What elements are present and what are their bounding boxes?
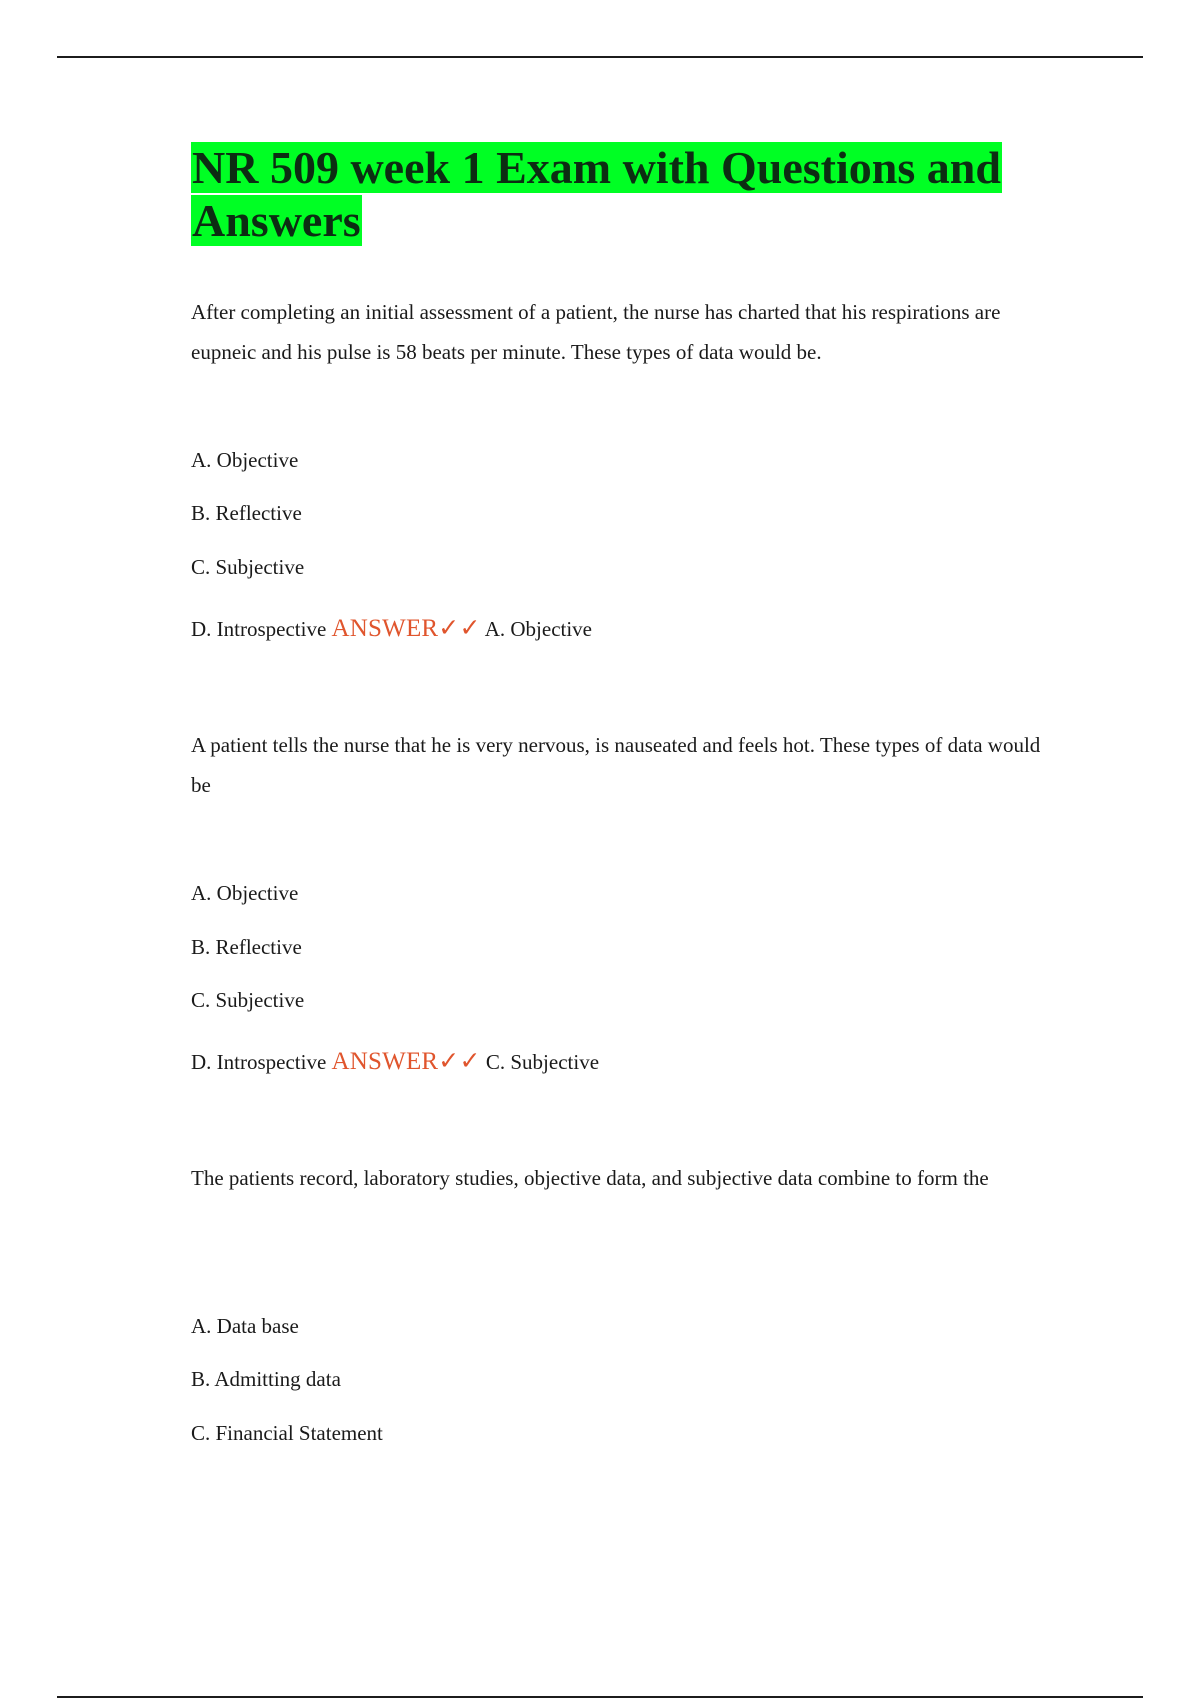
header-rule xyxy=(57,56,1143,58)
question-1-option-c: C. Subjective xyxy=(191,555,305,579)
question-3-option-b: B. Admitting data xyxy=(191,1367,341,1391)
question-2-answer: C. Subjective xyxy=(485,1050,600,1074)
question-1-answer: A. Objective xyxy=(484,617,592,641)
question-2-option-d-line xyxy=(191,1048,599,1076)
question-1-option-d-line xyxy=(191,615,592,643)
title-line-1: NR 509 week 1 Exam with Questions and xyxy=(192,142,1001,193)
question-2-option-c: C. Subjective xyxy=(191,988,305,1012)
question-1-option-a: A. Objective xyxy=(191,448,299,472)
title-line-2: Answers xyxy=(192,195,361,246)
footer-rule xyxy=(57,1696,1143,1698)
question-1-option-b: B. Reflective xyxy=(191,501,302,525)
document-title xyxy=(191,141,1011,247)
question-3-option-c: C. Financial Statement xyxy=(191,1421,383,1445)
question-2-text: A patient tells the nurse that he is very nervous, is nauseated and feels hot. These types of data would be xyxy=(191,733,1041,797)
question-2-option-b: B. Reflective xyxy=(191,935,302,959)
question-1-answer-label: ANSWER✓✓ xyxy=(331,615,481,642)
question-1-option-d: D. Introspective xyxy=(191,617,327,641)
question-2-option-a: A. Objective xyxy=(191,881,299,905)
question-3-text: The patients record, laboratory studies, objective data, and subjective data combine to form the xyxy=(191,1166,989,1190)
question-1-text: After completing an initial assessment of a patient, the nurse has charted that his respirations are eupneic and his pulse is 58 beats per minute. These types of data would be. xyxy=(191,300,1001,364)
question-3-option-a: A. Data base xyxy=(191,1314,299,1338)
question-2-answer-label: ANSWER✓✓ xyxy=(331,1048,481,1075)
question-2-option-d: D. Introspective xyxy=(191,1050,327,1074)
